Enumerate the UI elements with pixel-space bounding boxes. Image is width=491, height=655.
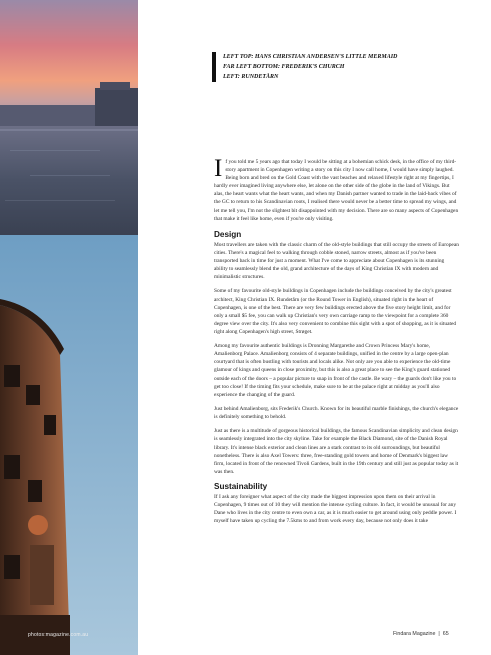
page-number: 65 bbox=[442, 631, 449, 637]
section-heading-sustainability: Sustainability bbox=[214, 482, 268, 492]
body-paragraph: Most travellers are taken with the classic charm of the old-style buildings that still occupy the streets of European cities. There's a magical feel to walking through cobble stoned, narrow streets, almost as if you've been transported back in time for just a moment. What I've come to appreciate about Copenhagen is its stunning ability to seamlessly blend the old, grand architecture of the days of King Christian IX with modern and minimalistic structures. bbox=[214, 241, 459, 281]
page-footer bbox=[393, 631, 449, 637]
photo-captions bbox=[212, 52, 463, 82]
drop-cap: I bbox=[214, 155, 223, 182]
caption-line: FAR LEFT BOTTOM: FREDERIK'S CHURCH bbox=[223, 64, 345, 70]
photo-credit: photos:magazine.com.au bbox=[28, 632, 89, 638]
body-paragraph: If I ask any foreigner what aspect of the city made the biggest impression upon them on their arrival in Copenhagen, 9 times out of 10 they will mention the intense cycling culture. In fact, it would be unusual for any Dane who lives in the city centre to even own a car, as it is much easier to get around using only peddle power. I myself have taken up cycling the 7.5kms to and from work every day, because not only does it take bbox=[214, 494, 457, 525]
round-tower-photo bbox=[0, 235, 138, 655]
article-body bbox=[214, 155, 459, 532]
intro-paragraph bbox=[214, 155, 459, 223]
caption-line: LEFT: RUNDETÅRN bbox=[223, 74, 279, 80]
body-paragraph: Just as there is a multitude of gorgeous historical buildings, the famous Scandinavian simplicity and clean design is seamlessly integrated into the city skyline. Take for example the Black Diamond, site of the Danish Royal library. It's intense black exterior and clean lines are a stark contrast to its old surroundings, but beautiful nonetheless. There is also Axel Towers: three, free-standing gold towers and home of Denmark's biggest law firm, located in front of the renowned Tivoli Gardens, built in the 19th century and still just as popular today as it was then. bbox=[214, 428, 459, 475]
harbour-sunset-photo bbox=[0, 0, 138, 235]
photo-column bbox=[0, 0, 138, 655]
magazine-name: Findara Magazine bbox=[393, 631, 436, 637]
intro-text: f you told me 5 years ago that today I would be sitting at a bohemian schick desk, in the office of my third-story apartment in Copenhagen writing a story on this city I now call home, I would have simply laughed. Being born and bred on the Gold Coast with the vast beaches and relaxed lifestyle right at my fingertips, I hardly ever imagined living anywhere else, let alone on the other side of the globe in the land of Vikings. But alas, the heart wants what the heart wants, and when my Danish partner wanted to trade in the laid-back vibes of the GC to return to his Scandinavian roots, I realised there would never be a better time to spread my wings, and let me tell you, I'm not the slightest bit disappointed with my decision. There are so many aspects of Copenhagen that make it feel like home, even if you're only visiting. bbox=[214, 159, 459, 222]
section-heading-design: Design bbox=[214, 229, 242, 239]
caption-line: LEFT TOP: HANS CHRISTIAN ANDERSEN'S LITTLE MERMAID bbox=[223, 54, 398, 60]
body-paragraph: Some of my favourite old-style buildings in Copenhagen include the buildings conceived by the city's greatest architect, King Christian IX. Rundetårn (or the Round Tower in English), situated right in the heart of Copenhagen, is one of the best. There are very few buildings erected above the five story height limit, and for only a small $5 fee, you can walk up Christian's very own carriage ramp to the viewpoint for a complete 360 degree view over the city. It's also very convenient to combine this sight with a spot of shopping, as it is situated right along Copenhagen's high street, Strøget. bbox=[214, 288, 457, 335]
body-paragraph: Just behind Amalienborg, sits Frederik's Church. Known for its beautiful marble finishings, the church's elegance is definitely something to behold. bbox=[214, 406, 459, 421]
body-paragraph: Among my favourite authentic buildings is Dronning Margarethe and Crown Princess Mary's home, Amalienborg Palace. Amalienborg consists of 4 separate buildings, unified in the centre by a large open-plan courtyard that is often bustling with tourists and locals alike. Not only are you able to experience the old-time glamour of kings and queens in close proximity, but this is also a great place to see the King's guard stationed outside each of the doors – a popular picture to snap in front of the castle. Be wary – the guards don't like you to get too close! If the timing fits your schedule, make sure to be at the palace right at midday as you'll also experience the changing of the guard. bbox=[214, 343, 457, 398]
footer-separator: | bbox=[438, 631, 440, 637]
